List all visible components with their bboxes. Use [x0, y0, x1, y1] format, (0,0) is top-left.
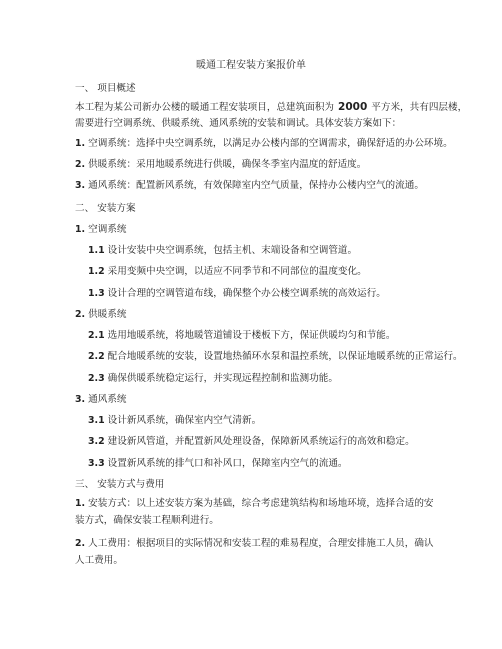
- sub-text: 设计新风系统，确保室内空气清新。: [107, 415, 262, 426]
- sub-number: 3.1: [88, 415, 105, 426]
- sub-item-2-2: [88, 351, 463, 363]
- sub-text: 采用变频中央空调，以适应不同季节和不同部位的温度变化。: [107, 266, 367, 277]
- sub-number: 2.2: [88, 351, 105, 362]
- cost-item-1: [75, 496, 435, 529]
- item-number: 2.: [75, 159, 86, 170]
- sub-number: 3.3: [88, 458, 105, 469]
- item-text: 安装方式：以上述安装方案为基础，综合考虑建筑结构和场地环境，选择合适的安装方式，确保安装工程顺利进行。: [75, 498, 434, 526]
- sub-text: 确保供暖系统稳定运行，并实现远程控制和监测功能。: [107, 373, 338, 384]
- sub-number: 1.2: [88, 266, 105, 277]
- sub-item-2-3: [88, 373, 338, 385]
- cost-item-2: [75, 536, 435, 569]
- sub-number: 3.2: [88, 436, 105, 447]
- group-label: 通风系统: [88, 394, 127, 405]
- intro-line-1: [75, 101, 467, 114]
- intro-text-a: 本工程为某公司新办公楼的暖通工程安装项目，总建筑面积为: [75, 102, 335, 113]
- sub-number: 1.1: [88, 245, 105, 256]
- group-3-title: [75, 394, 127, 406]
- section-2-heading: 二、 安装方案: [75, 203, 136, 214]
- overview-item-1: [75, 138, 453, 150]
- sub-item-3-3: [88, 458, 348, 470]
- group-number: 3.: [75, 394, 86, 405]
- sub-item-1-3: [88, 288, 386, 300]
- floor-area-value: 2000: [338, 101, 368, 113]
- sub-item-3-2: [88, 436, 415, 448]
- group-number: 2.: [75, 309, 86, 320]
- sub-text: 设计安装中央空调系统，包括主机、末端设备和空调管道。: [107, 245, 358, 256]
- sub-item-3-1: [88, 415, 261, 427]
- group-1-title: [75, 224, 127, 236]
- intro-line-2: 需要进行空调系统、供暖系统、通风系统的安装和调试。具体安装方案如下：: [75, 118, 402, 129]
- sub-number: 2.1: [88, 330, 105, 341]
- sub-text: 配合地暖系统的安装，设置地热循环水泵和温控系统，以保证地暖系统的正常运行。: [107, 351, 463, 362]
- sub-text: 选用地暖系统，将地暖管道铺设于楼板下方，保证供暖均匀和节能。: [107, 330, 396, 341]
- item-number: 2.: [75, 538, 86, 549]
- group-label: 空调系统: [88, 224, 127, 235]
- sub-item-1-2: [88, 266, 367, 278]
- group-number: 1.: [75, 224, 86, 235]
- overview-item-3: [75, 180, 424, 192]
- item-text: 供暖系统：采用地暖系统进行供暖，确保冬季室内温度的舒适度。: [88, 159, 367, 170]
- item-text: 人工费用：根据项目的实际情况和安装工程的难易程度，合理安排施工人员，确认人工费用。: [75, 538, 434, 566]
- group-2-title: [75, 309, 127, 321]
- item-number: 1.: [75, 498, 86, 509]
- item-text: 通风系统：配置新风系统，有效保障室内空气质量，保持办公楼内空气的流通。: [88, 180, 424, 191]
- group-label: 供暖系统: [88, 309, 127, 320]
- sub-item-1-1: [88, 245, 357, 257]
- intro-text-b: 平方米，共有四层楼，: [371, 102, 468, 113]
- item-text: 空调系统：选择中央空调系统，以满足办公楼内部的空调需求，确保舒适的办公环境。: [88, 138, 453, 149]
- section-1-heading: 一、 项目概述: [75, 83, 136, 94]
- sub-text: 设置新风系统的排气口和补风口，保障室内空气的流通。: [107, 458, 348, 469]
- item-number: 1.: [75, 138, 86, 149]
- sub-number: 1.3: [88, 288, 105, 299]
- item-number: 3.: [75, 180, 86, 191]
- document-title: 暖通工程安装方案报价单: [196, 60, 306, 71]
- section-3-heading: 三、 安装方式与费用: [75, 479, 165, 490]
- sub-text: 建设新风管道，并配置新风处理设备，保障新风系统运行的高效和稳定。: [107, 436, 415, 447]
- overview-item-2: [75, 159, 366, 171]
- sub-item-2-1: [88, 330, 395, 342]
- sub-number: 2.3: [88, 373, 105, 384]
- sub-text: 设计合理的空调管道布线，确保整个办公楼空调系统的高效运行。: [107, 288, 386, 299]
